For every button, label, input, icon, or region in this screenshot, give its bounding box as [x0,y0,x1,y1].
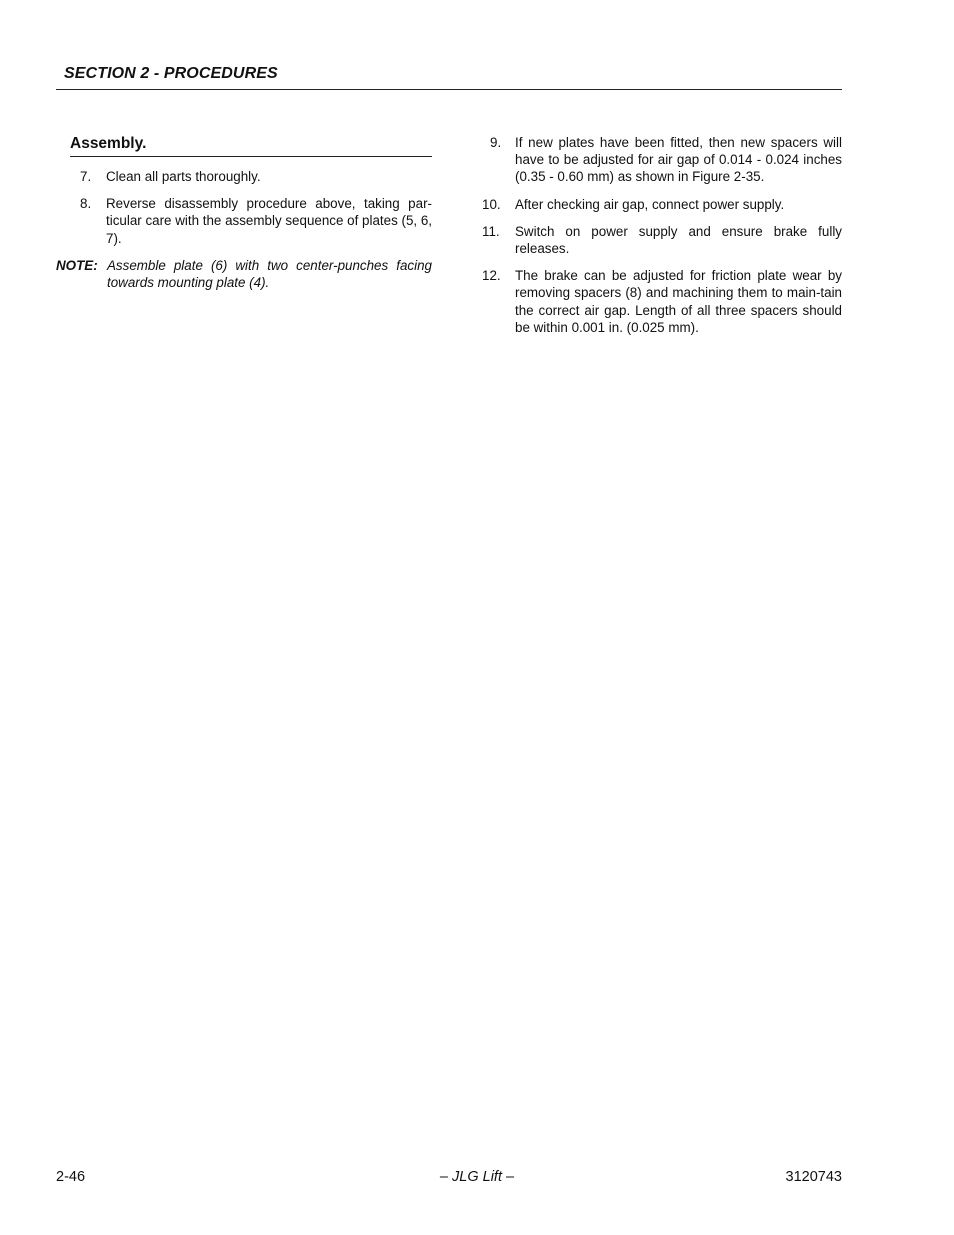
document-number: 3120743 [785,1169,842,1185]
list-item-10 [480,196,842,213]
item-text: Switch on power supply and ensure brake fully releases. [515,223,842,257]
note-text: Assemble plate (6) with two center-punches facing towards mounting plate (4). [107,257,432,291]
item-number: 11. [482,223,500,239]
item-text: The brake can be adjusted for friction plate wear by removing spacers (8) and machining them to main-tain the correct air gap. Length of all three spacers should be within 0.001 in. (0.025 mm). [515,268,842,335]
item-text: If new plates have been fitted, then new spacers will have to be adjusted for air gap of 0.014 - 0.024 inches (0.35 - 0.60 mm) as shown in Figure 2-35. [515,135,842,185]
item-text: Reverse disassembly procedure above, taking par-ticular care with the assembly sequence of plates (5, 6, 7). [106,196,433,246]
page-number: 2-46 [56,1169,86,1185]
left-column [56,134,432,291]
list-item-9 [480,134,842,186]
item-number: 10. [482,196,501,212]
section-title: SECTION 2 - PROCEDURES [64,65,278,82]
note [56,257,432,291]
item-text: Clean all parts thoroughly. [106,169,261,184]
item-text: After checking air gap, connect power supply. [515,196,785,212]
list-item-12 [480,267,842,336]
footer-brand: – JLG Lift – [439,1169,515,1185]
item-number: 7. [80,169,92,184]
list-item-7 [56,168,432,185]
item-number: 12. [482,268,501,284]
assembly-heading: Assembly. [70,134,432,157]
note-label: NOTE: [56,257,98,273]
list-item-11 [480,223,842,257]
header-rule [56,89,842,90]
right-column [480,134,842,346]
list-item-8 [56,195,432,247]
item-number: 8. [80,196,92,212]
item-number: 9. [490,135,502,150]
